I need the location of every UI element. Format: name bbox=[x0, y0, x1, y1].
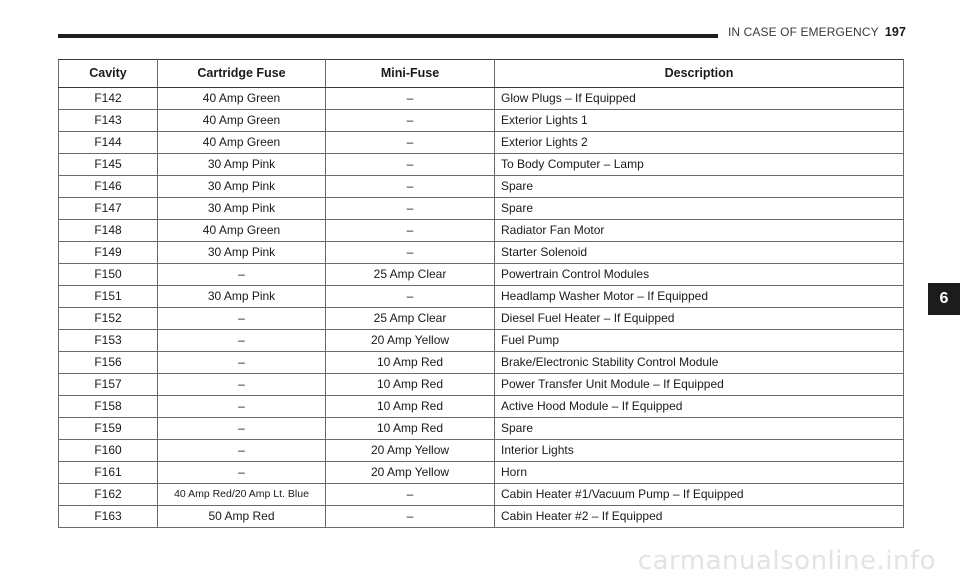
cell-cavity: F143 bbox=[59, 110, 158, 132]
cell-cartridge-fuse: 40 Amp Green bbox=[158, 220, 326, 242]
cell-cartridge-fuse: – bbox=[158, 396, 326, 418]
cell-cartridge-fuse: 40 Amp Green bbox=[158, 88, 326, 110]
cell-cavity: F144 bbox=[59, 132, 158, 154]
cell-mini-fuse: 20 Amp Yellow bbox=[326, 330, 495, 352]
cell-mini-fuse: – bbox=[326, 506, 495, 528]
cell-cartridge-fuse: – bbox=[158, 462, 326, 484]
table-row bbox=[59, 220, 904, 242]
fuse-table bbox=[58, 59, 904, 528]
column-header-cavity: Cavity bbox=[59, 60, 158, 88]
cell-cartridge-fuse: 30 Amp Pink bbox=[158, 198, 326, 220]
cell-cavity: F142 bbox=[59, 88, 158, 110]
cell-cavity: F156 bbox=[59, 352, 158, 374]
cell-cartridge-fuse: 30 Amp Pink bbox=[158, 286, 326, 308]
cell-description: Starter Solenoid bbox=[495, 242, 904, 264]
cell-mini-fuse: – bbox=[326, 154, 495, 176]
cell-cavity: F163 bbox=[59, 506, 158, 528]
cell-cavity: F150 bbox=[59, 264, 158, 286]
table-row bbox=[59, 198, 904, 220]
cell-cavity: F148 bbox=[59, 220, 158, 242]
cell-cartridge-fuse: 40 Amp Red/20 Amp Lt. Blue bbox=[158, 484, 326, 506]
table-row bbox=[59, 506, 904, 528]
cell-cavity: F145 bbox=[59, 154, 158, 176]
cell-description: Spare bbox=[495, 418, 904, 440]
cell-cartridge-fuse: 40 Amp Green bbox=[158, 110, 326, 132]
table-row bbox=[59, 418, 904, 440]
table-row bbox=[59, 176, 904, 198]
cell-description: Exterior Lights 1 bbox=[495, 110, 904, 132]
cell-cavity: F157 bbox=[59, 374, 158, 396]
cell-description: Diesel Fuel Heater – If Equipped bbox=[495, 308, 904, 330]
table-row bbox=[59, 110, 904, 132]
cell-cartridge-fuse: – bbox=[158, 418, 326, 440]
table-row bbox=[59, 330, 904, 352]
cell-cartridge-fuse: – bbox=[158, 308, 326, 330]
cell-description: Horn bbox=[495, 462, 904, 484]
cell-cartridge-fuse: 30 Amp Pink bbox=[158, 176, 326, 198]
cell-cartridge-fuse: 30 Amp Pink bbox=[158, 154, 326, 176]
page-number: 197 bbox=[884, 25, 906, 39]
cell-description: Cabin Heater #1/Vacuum Pump – If Equipped bbox=[495, 484, 904, 506]
cell-description: Fuel Pump bbox=[495, 330, 904, 352]
chapter-tab bbox=[928, 283, 960, 315]
cell-cartridge-fuse: – bbox=[158, 374, 326, 396]
header-rule bbox=[58, 34, 718, 38]
table-row bbox=[59, 242, 904, 264]
cell-description: Active Hood Module – If Equipped bbox=[495, 396, 904, 418]
table-row bbox=[59, 132, 904, 154]
cell-cavity: F161 bbox=[59, 462, 158, 484]
table-row bbox=[59, 396, 904, 418]
cell-cavity: F158 bbox=[59, 396, 158, 418]
cell-description: Cabin Heater #2 – If Equipped bbox=[495, 506, 904, 528]
table-body bbox=[59, 88, 904, 528]
cell-description: Headlamp Washer Motor – If Equipped bbox=[495, 286, 904, 308]
cell-cavity: F162 bbox=[59, 484, 158, 506]
cell-description: Brake/Electronic Stability Control Module bbox=[495, 352, 904, 374]
cell-mini-fuse: – bbox=[326, 88, 495, 110]
cell-cartridge-fuse: – bbox=[158, 330, 326, 352]
table-row bbox=[59, 352, 904, 374]
cell-mini-fuse: – bbox=[326, 286, 495, 308]
table-row bbox=[59, 462, 904, 484]
cell-cartridge-fuse: 30 Amp Pink bbox=[158, 242, 326, 264]
table-row bbox=[59, 286, 904, 308]
table-row bbox=[59, 440, 904, 462]
column-header-mini-fuse: Mini-Fuse bbox=[326, 60, 495, 88]
cell-description: Power Transfer Unit Module – If Equipped bbox=[495, 374, 904, 396]
cell-description: Spare bbox=[495, 198, 904, 220]
cell-cartridge-fuse: – bbox=[158, 440, 326, 462]
table-row bbox=[59, 374, 904, 396]
cell-description: Powertrain Control Modules bbox=[495, 264, 904, 286]
cell-mini-fuse: 25 Amp Clear bbox=[326, 308, 495, 330]
column-header-description: Description bbox=[495, 60, 904, 88]
cell-description: Radiator Fan Motor bbox=[495, 220, 904, 242]
cell-description: Interior Lights bbox=[495, 440, 904, 462]
cell-mini-fuse: 25 Amp Clear bbox=[326, 264, 495, 286]
cell-description: Spare bbox=[495, 176, 904, 198]
cell-mini-fuse: 10 Amp Red bbox=[326, 374, 495, 396]
cell-cavity: F151 bbox=[59, 286, 158, 308]
chapter-tab-label: 6 bbox=[939, 290, 949, 307]
cell-description: Glow Plugs – If Equipped bbox=[495, 88, 904, 110]
cell-mini-fuse: – bbox=[326, 242, 495, 264]
cell-cartridge-fuse: – bbox=[158, 352, 326, 374]
cell-mini-fuse: 10 Amp Red bbox=[326, 396, 495, 418]
cell-cavity: F146 bbox=[59, 176, 158, 198]
running-header bbox=[728, 25, 906, 39]
cell-mini-fuse: 20 Amp Yellow bbox=[326, 440, 495, 462]
cell-cavity: F160 bbox=[59, 440, 158, 462]
cell-mini-fuse: – bbox=[326, 132, 495, 154]
cell-cartridge-fuse: 50 Amp Red bbox=[158, 506, 326, 528]
cell-description: Exterior Lights 2 bbox=[495, 132, 904, 154]
cell-mini-fuse: – bbox=[326, 198, 495, 220]
cell-mini-fuse: – bbox=[326, 220, 495, 242]
cell-mini-fuse: – bbox=[326, 484, 495, 506]
table-row bbox=[59, 308, 904, 330]
cell-cavity: F147 bbox=[59, 198, 158, 220]
column-header-cartridge-fuse: Cartridge Fuse bbox=[158, 60, 326, 88]
cell-mini-fuse: – bbox=[326, 110, 495, 132]
cell-cavity: F153 bbox=[59, 330, 158, 352]
cell-cartridge-fuse: 40 Amp Green bbox=[158, 132, 326, 154]
table-row bbox=[59, 484, 904, 506]
section-title: IN CASE OF EMERGENCY bbox=[728, 25, 879, 39]
table-row bbox=[59, 264, 904, 286]
cell-mini-fuse: 20 Amp Yellow bbox=[326, 462, 495, 484]
cell-cavity: F149 bbox=[59, 242, 158, 264]
cell-mini-fuse: 10 Amp Red bbox=[326, 352, 495, 374]
table-row bbox=[59, 88, 904, 110]
table-row bbox=[59, 154, 904, 176]
table-header-row bbox=[59, 60, 904, 88]
cell-description: To Body Computer – Lamp bbox=[495, 154, 904, 176]
watermark: carmanualsonline.info bbox=[637, 546, 936, 576]
cell-cavity: F159 bbox=[59, 418, 158, 440]
cell-mini-fuse: 10 Amp Red bbox=[326, 418, 495, 440]
cell-cartridge-fuse: – bbox=[158, 264, 326, 286]
cell-mini-fuse: – bbox=[326, 176, 495, 198]
cell-cavity: F152 bbox=[59, 308, 158, 330]
